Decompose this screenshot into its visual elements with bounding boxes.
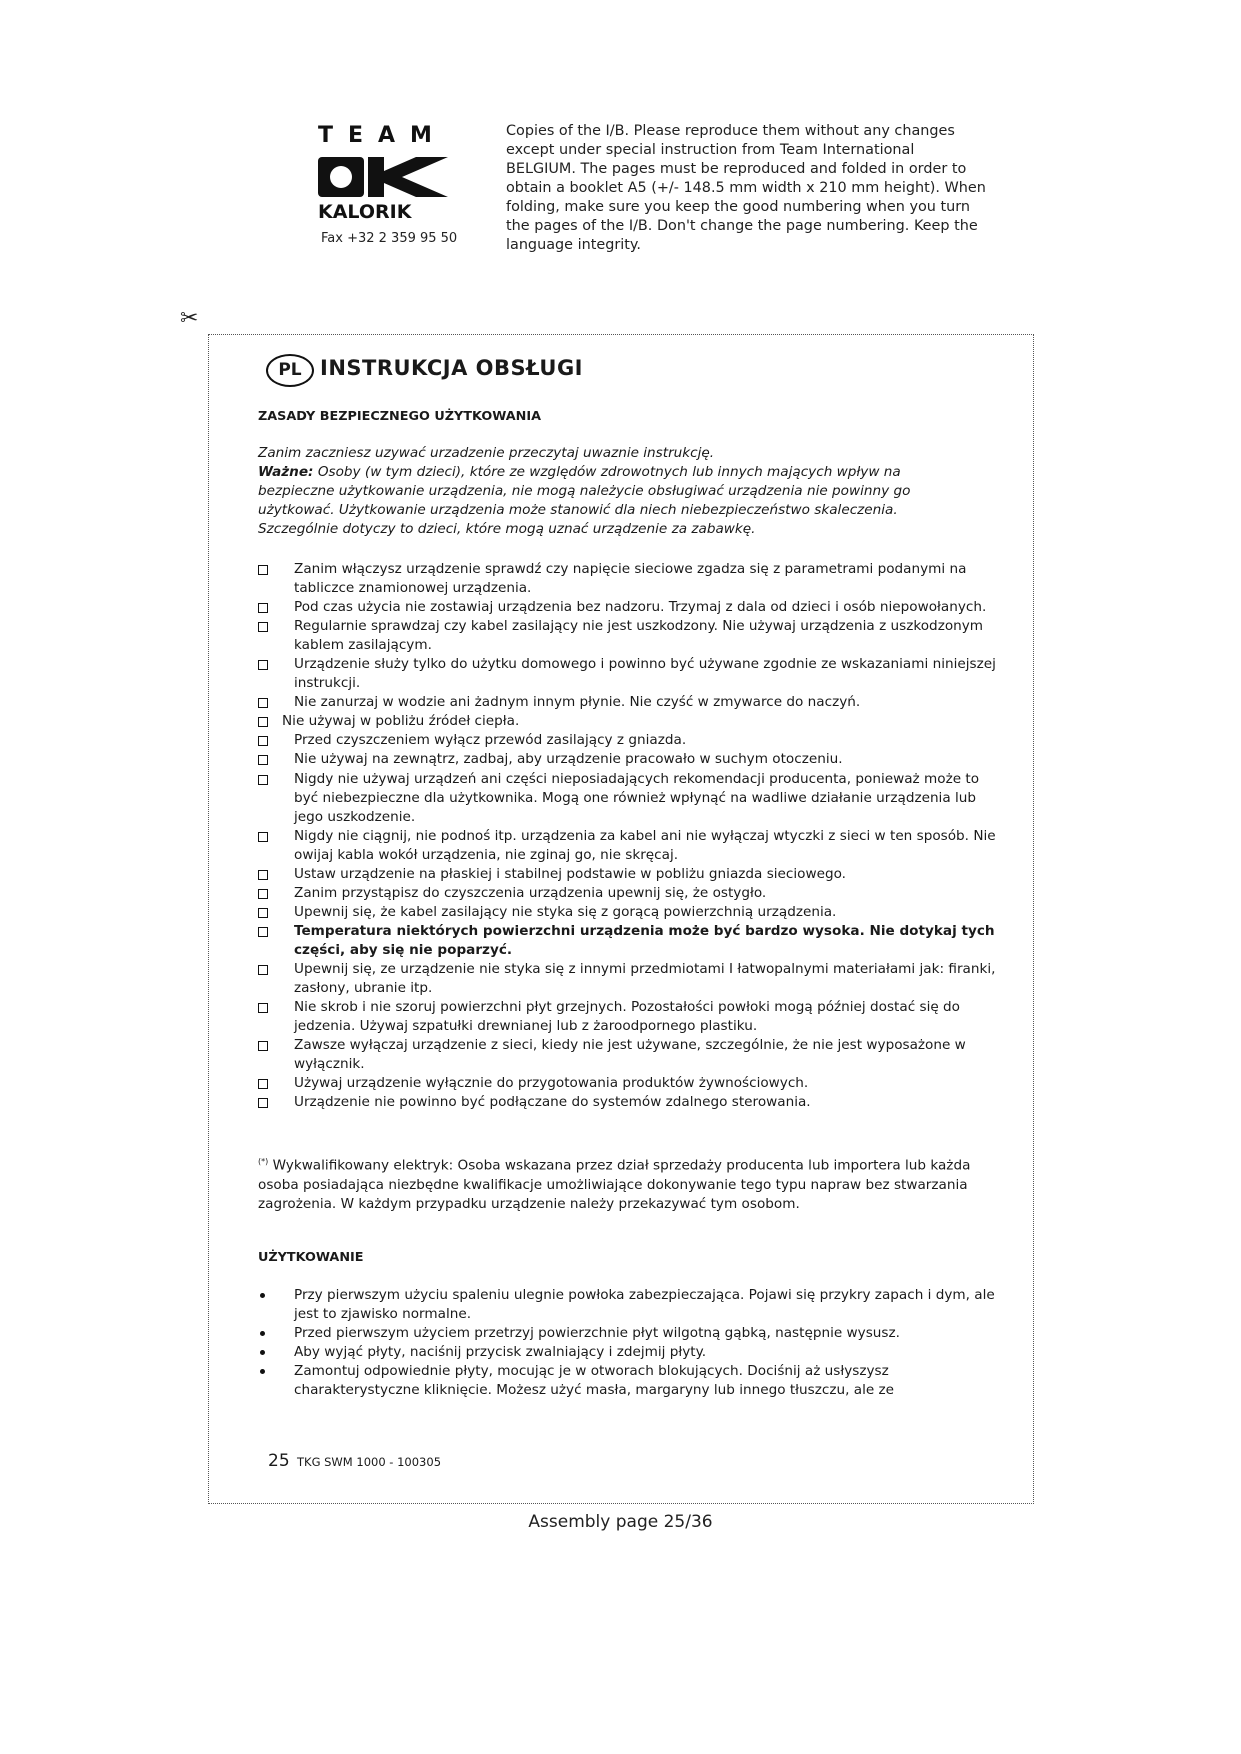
safety-intro (258, 444, 978, 539)
safety-heading: ZASADY BEZPIECZNEGO UŻYTKOWANIA (258, 409, 542, 424)
printer-notice: Copies of the I/B. Please reproduce them without any changes except under special instruction from Team International BELGIUM. The pages must be reproduced and folded in order to obtain a booklet A5 (+/- 148.5 mm width x 210 mm height). When folding, make sure you keep the good numbering when you turn the pages of the I/B. Don't change the page numbering. Keep the language integrity. (506, 123, 986, 253)
list-item: Przed czyszczeniem wyłącz przewód zasilający z gniazda. (258, 731, 998, 750)
list-item: Nie używaj w pobliżu źródeł ciepła. (258, 712, 998, 731)
list-item: Zamontuj odpowiednie płyty, mocując je w otworach blokujących. Dociśnij aż usłyszysz charakterystyczne kliknięcie. Możesz użyć masła, margaryny lub innego tłuszczu, ale ze (258, 1362, 1000, 1400)
kalorik-k-icon (318, 155, 450, 199)
list-item: Zawsze wyłączaj urządzenie z sieci, kiedy nie jest używane, szczególnie, że nie jest wyposażone w wyłącznik. (258, 1036, 998, 1074)
checkbox-bullet-icon (258, 870, 268, 880)
checkbox-bullet-icon (258, 717, 268, 727)
list-item: Nie używaj na zewnątrz, zadbaj, aby urządzenie pracowało w suchym otoczeniu. (258, 750, 998, 769)
usage-heading: UŻYTKOWANIE (258, 1250, 364, 1265)
checkbox-bullet-icon (258, 565, 268, 575)
list-item: Używaj urządzenie wyłącznie do przygotowania produktów żywnościowych. (258, 1074, 998, 1093)
list-item: Nie zanurzaj w wodzie ani żadnym innym płynie. Nie czyść w zmywarce do naczyń. (258, 693, 998, 712)
list-item: Zanim przystąpisz do czyszczenia urządzenia upewnij się, że ostygło. (258, 884, 998, 903)
list-item: Urządzenie nie powinno być podłączane do systemów zdalnego sterowania. (258, 1093, 998, 1112)
list-item-warning: Temperatura niektórych powierzchni urządzenia może być bardzo wysoka. Nie dotykaj tych części, aby się nie poparzyć. (258, 922, 998, 960)
footnote-marker: (*) (258, 1157, 269, 1166)
page-title: INSTRUKCJA OBSŁUGI (320, 356, 583, 380)
checkbox-bullet-icon (258, 755, 268, 765)
checkbox-bullet-icon (258, 1098, 268, 1108)
team-kalorik-logo (318, 123, 450, 223)
important-text: Osoby (w tym dzieci), które ze względów zdrowotnych lub innych mających wpływ na bezpieczne użytkowanie urządzenia, nie mogą należycie obsługiwać urządzenia nie powinny go użytkować. Użytkowanie urządzenia może stanowić dla niech niebezpieczeństwo skaleczenia. Szczególnie dotyczy to dzieci, które mogą uznać urządzenie za zabawkę. (258, 464, 911, 537)
language-badge: PL (266, 354, 314, 387)
checkbox-bullet-icon (258, 1003, 268, 1013)
list-item: Aby wyjąć płyty, naciśnij przycisk zwalniający i zdejmij płyty. (258, 1343, 1000, 1362)
list-item: Pod czas użycia nie zostawiaj urządzenia bez nadzoru. Trzymaj z dala od dzieci i osób niepowołanych. (258, 598, 998, 617)
model-code: TKG SWM 1000 - 100305 (297, 1455, 442, 1469)
checkbox-bullet-icon (258, 1041, 268, 1051)
list-item: Regularnie sprawdzaj czy kabel zasilający nie jest uszkodzony. Nie używaj urządzenia z uszkodzonym kablem zasilającym. (258, 617, 998, 655)
checkbox-bullet-icon (258, 908, 268, 918)
bullet-icon (260, 1331, 265, 1336)
safety-list (258, 560, 998, 1112)
fax-number: Fax +32 2 359 95 50 (321, 231, 458, 246)
checkbox-bullet-icon (258, 832, 268, 842)
list-item: Zanim włączysz urządzenie sprawdź czy napięcie sieciowe zgadza się z parametrami podanymi na tabliczce znamionowej urządzenia. (258, 560, 998, 598)
checkbox-bullet-icon (258, 889, 268, 899)
important-label: Ważne: (258, 464, 314, 480)
checkbox-bullet-icon (258, 660, 268, 670)
bullet-icon (260, 1293, 265, 1298)
assembly-page-label: Assembly page 25/36 (528, 1512, 713, 1532)
intro-line: Zanim zaczniesz uzywać urzadzenie przeczytaj uwaznie instrukcję. (258, 445, 715, 461)
list-item: Urządzenie służy tylko do użytku domowego i powinno być używane zgodnie ze wskazaniami niniejszej instrukcji. (258, 655, 998, 693)
list-item: Nie skrob i nie szoruj powierzchni płyt grzejnych. Pozostałości powłoki mogą później dostać się do jedzenia. Używaj szpatułki drewnianej lub z żaroodpornego plastiku. (258, 998, 998, 1036)
intro-important (258, 463, 978, 539)
checkbox-bullet-icon (258, 622, 268, 632)
page-number: 25 (268, 1451, 290, 1471)
checkbox-bullet-icon (258, 698, 268, 708)
checkbox-bullet-icon (258, 965, 268, 975)
logo-kalorik-text: KALORIK (318, 201, 412, 223)
checkbox-bullet-icon (258, 1079, 268, 1089)
checkbox-bullet-icon (258, 775, 268, 785)
footnote-text: Wykwalifikowany elektryk: Osoba wskazana przez dział sprzedaży producenta lub importera lub każda osoba posiadająca niezbędne kwalifikacje umożliwiające dokonywanie tego typu napraw bez stwarzania zagrożenia. W każdym przypadku urządzenie należy przekazywać tym osobom. (258, 1157, 971, 1212)
list-item: Upewnij się, że kabel zasilający nie styka się z gorącą powierzchnią urządzenia. (258, 903, 998, 922)
checkbox-bullet-icon (258, 603, 268, 613)
list-item: Upewnij się, ze urządzenie nie styka się z innymi przedmiotami I łatwopalnymi materiałami jak: firanki, zasłony, ubranie itp. (258, 960, 998, 998)
checkbox-bullet-icon (258, 927, 268, 937)
logo-team-text: TEAM (318, 123, 447, 148)
bullet-icon (260, 1369, 265, 1374)
footnote (258, 1152, 988, 1214)
checkbox-bullet-icon (258, 736, 268, 746)
scissors-icon: ✂ (180, 306, 199, 331)
list-item: Nigdy nie ciągnij, nie podnoś itp. urządzenia za kabel ani nie wyłączaj wtyczki z sieci w ten sposób. Nie owijaj kabla wokół urządzenia, nie zginaj go, nie skręcaj. (258, 827, 998, 865)
usage-list (258, 1286, 1000, 1400)
bullet-icon (260, 1350, 265, 1355)
list-item: Przed pierwszym użyciem przetrzyj powierzchnie płyt wilgotną gąbką, następnie wysusz. (258, 1324, 1000, 1343)
list-item: Przy pierwszym użyciu spaleniu ulegnie powłoka zabezpieczająca. Pojawi się przykry zapach i dym, ale jest to zjawisko normalne. (258, 1286, 1000, 1324)
list-item: Ustaw urządzenie na płaskiej i stabilnej podstawie w pobliżu gniazda sieciowego. (258, 865, 998, 884)
list-item: Nigdy nie używaj urządzeń ani części nieposiadających rekomendacji producenta, ponieważ może to być niebezpieczne dla użytkownika. Mogą one również wpłynąć na wadliwe działanie urządzenia lub jego uszkodzenie. (258, 770, 998, 827)
